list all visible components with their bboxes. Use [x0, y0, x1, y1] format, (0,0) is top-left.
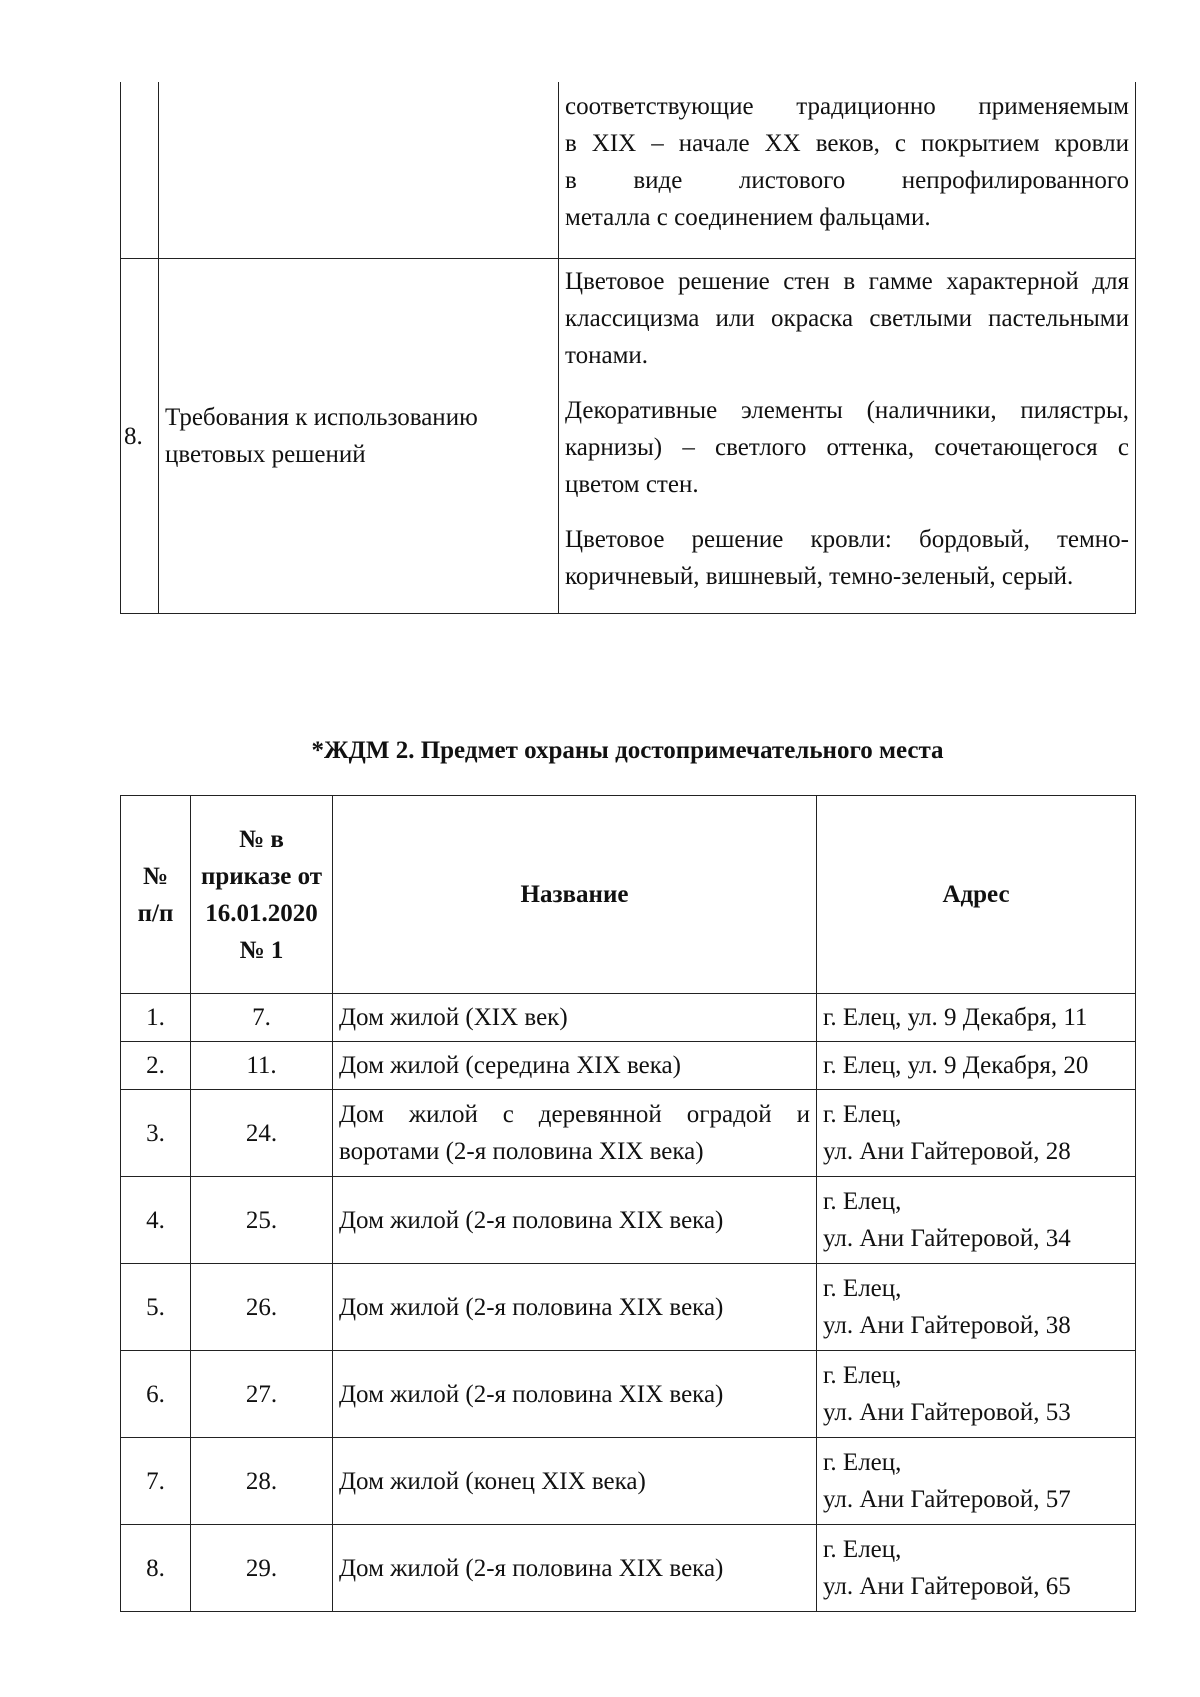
address-line: г. Елец,: [823, 1101, 902, 1128]
cell-num: 6.: [121, 1351, 191, 1438]
cell-name: Дом жилой (2-я половина XIX века): [333, 1525, 817, 1612]
cell-address: [817, 1351, 1136, 1438]
address-line: ул. Ани Гайтеровой, 38: [823, 1312, 1071, 1339]
requirements-table: [120, 82, 1136, 614]
paragraph: Цветовое решение кровли: бордовый, темно-коричневый, вишневый, темно-зеленый, серый.: [565, 526, 1129, 590]
address-line: г. Елец,: [823, 1536, 902, 1563]
address-line: г. Елец,: [823, 1275, 902, 1302]
address-line: г. Елец, ул. 9 Декабря, 11: [823, 1004, 1088, 1031]
header-address: Адрес: [817, 796, 1136, 994]
table-row: [121, 1438, 1136, 1525]
cell-address: [817, 1042, 1136, 1090]
cell-address: [817, 1177, 1136, 1264]
section-heading: *ЖДМ 2. Предмет охраны достопримечательного места: [311, 737, 944, 764]
address-line: ул. Ани Гайтеровой, 34: [823, 1225, 1071, 1252]
address-line: ул. Ани Гайтеровой, 65: [823, 1573, 1071, 1600]
cell-num: 7.: [121, 1438, 191, 1525]
table-row: [121, 1042, 1136, 1090]
cell-address: [817, 994, 1136, 1042]
cell-order: 7.: [191, 994, 333, 1042]
protected-objects-table: [120, 795, 1136, 1612]
address-line: г. Елец,: [823, 1362, 902, 1389]
cell-name: Дом жилой (2-я половина XIX века): [333, 1351, 817, 1438]
cell-address: [817, 1090, 1136, 1177]
cell-num: 1.: [121, 994, 191, 1042]
header-order: № в приказе от 16.01.2020 № 1: [191, 796, 333, 994]
requirement-text-cell: [559, 82, 1136, 259]
table-row: [121, 82, 1136, 259]
cell-num: 4.: [121, 1177, 191, 1264]
text-line: соответствующие традиционно применяемым: [565, 93, 1129, 120]
text-line: в виде листового непрофилированного: [565, 167, 1129, 194]
cell-name: Дом жилой (конец XIX века): [333, 1438, 817, 1525]
cell-name: Дом жилой (2-я половина XIX века): [333, 1264, 817, 1351]
address-line: ул. Ани Гайтеровой, 57: [823, 1486, 1071, 1513]
cell-order: 24.: [191, 1090, 333, 1177]
table-header-row: [121, 796, 1136, 994]
header-name: Название: [333, 796, 817, 994]
cell-address: [817, 1264, 1136, 1351]
cell-num: 8.: [121, 1525, 191, 1612]
table-row: [121, 1525, 1136, 1612]
row-number-cell: [121, 82, 159, 259]
table-row: [121, 1351, 1136, 1438]
cell-order: 25.: [191, 1177, 333, 1264]
cell-name: Дом жилой (XIX век): [333, 994, 817, 1042]
requirement-title-cell: Требования к использованию цветовых решений: [159, 259, 559, 614]
cell-order: 27.: [191, 1351, 333, 1438]
cell-name: Дом жилой с деревянной оградой и воротами (2-я половина XIX века): [333, 1090, 817, 1177]
table-row: [121, 994, 1136, 1042]
table-row: [121, 1177, 1136, 1264]
requirement-text-cell: [559, 259, 1136, 614]
address-line: г. Елец,: [823, 1449, 902, 1476]
cell-order: 28.: [191, 1438, 333, 1525]
text-line: металла с соединением фальцами.: [565, 204, 931, 231]
address-line: ул. Ани Гайтеровой, 53: [823, 1399, 1071, 1426]
row-number-cell: 8.: [121, 259, 159, 614]
cell-order: 29.: [191, 1525, 333, 1612]
cell-order: 26.: [191, 1264, 333, 1351]
table-row: [121, 1090, 1136, 1177]
address-line: г. Елец, ул. 9 Декабря, 20: [823, 1052, 1089, 1079]
cell-address: [817, 1525, 1136, 1612]
address-line: ул. Ани Гайтеровой, 28: [823, 1138, 1071, 1165]
table-row: [121, 1264, 1136, 1351]
requirement-cell: [159, 82, 559, 259]
cell-num: 2.: [121, 1042, 191, 1090]
table-row: [121, 259, 1136, 614]
header-num: № п/п: [121, 796, 191, 994]
cell-name: Дом жилой (2-я половина XIX века): [333, 1177, 817, 1264]
cell-address: [817, 1438, 1136, 1525]
text-line: в XIX – начале XX веков, с покрытием кровли: [565, 130, 1129, 157]
cell-order: 11.: [191, 1042, 333, 1090]
cell-num: 3.: [121, 1090, 191, 1177]
paragraph: Цветовое решение стен в гамме характерной для классицизма или окраска светлыми пастельными тонами.: [565, 268, 1129, 369]
paragraph: Декоративные элементы (наличники, пилястры, карнизы) – светлого оттенка, сочетающегося с цветом стен.: [565, 397, 1129, 498]
address-line: г. Елец,: [823, 1188, 902, 1215]
cell-name: Дом жилой (середина XIX века): [333, 1042, 817, 1090]
cell-num: 5.: [121, 1264, 191, 1351]
